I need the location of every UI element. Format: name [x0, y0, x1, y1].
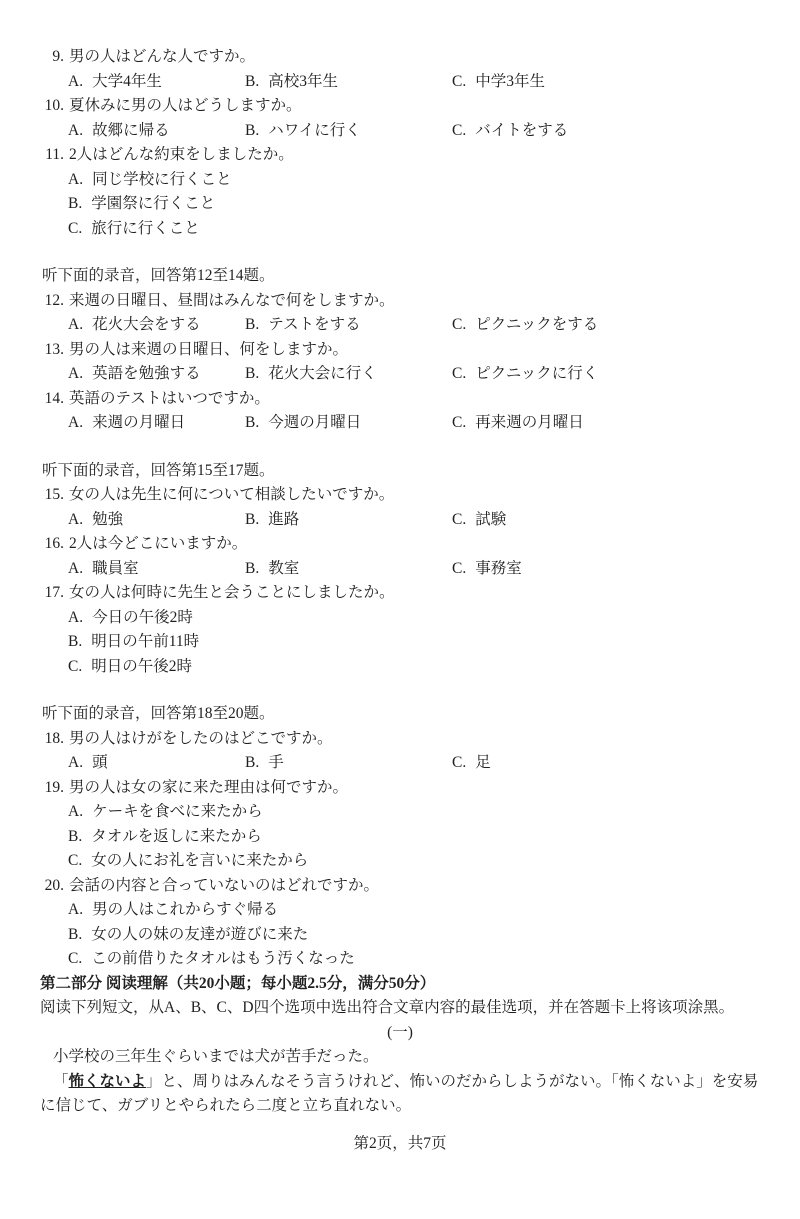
question-13-options — [38, 362, 762, 387]
question-text: 女の人は何時に先生と会うことにしましたか。 — [69, 584, 395, 601]
option-label: C. — [68, 852, 83, 869]
question-text: 女の人は先生に何について相談したいですか。 — [69, 486, 395, 503]
option-label: C. — [68, 219, 83, 237]
question-text: 2人はどんな約束をしましたか。 — [69, 146, 294, 163]
option-text: 中学3年生 — [475, 72, 545, 90]
option-label: A. — [68, 316, 84, 333]
option-a — [68, 557, 245, 582]
question-9 — [38, 45, 762, 70]
option-c — [452, 313, 762, 338]
option-text: 英語を勉強する — [92, 365, 201, 382]
option-text: 大学4年生 — [92, 72, 162, 90]
option-c — [38, 217, 762, 242]
option-label: A. — [68, 72, 84, 90]
option-b — [245, 557, 452, 582]
option-text: タオルを返しに来たから — [91, 827, 262, 845]
question-13 — [38, 338, 762, 363]
option-label: C. — [452, 121, 467, 139]
option-label: A. — [68, 414, 84, 431]
question-11 — [38, 143, 762, 168]
option-c — [452, 119, 762, 144]
question-10-options — [38, 119, 762, 144]
question-text: 会話の内容と合っていないのはどれですか。 — [69, 876, 380, 894]
option-text: 高校3年生 — [268, 72, 338, 90]
option-label: B. — [245, 365, 260, 382]
option-label: B. — [245, 121, 260, 139]
question-text: 男の人は来週の日曜日、何をしますか。 — [69, 340, 349, 358]
option-text: 進路 — [268, 510, 300, 528]
option-c — [452, 362, 762, 387]
option-a — [68, 119, 245, 144]
option-c — [452, 70, 762, 95]
option-text: 旅行に行くこと — [91, 219, 200, 237]
option-label: A. — [68, 754, 84, 771]
question-text: 男の人は女の家に来た理由は何ですか。 — [69, 778, 349, 796]
option-b — [245, 362, 452, 387]
option-a — [38, 800, 762, 825]
option-text: 教室 — [268, 559, 300, 577]
option-a — [38, 168, 762, 193]
option-b — [38, 923, 762, 948]
option-text: 試験 — [475, 510, 507, 528]
option-label: A. — [68, 121, 84, 139]
option-text: 明日の午前11時 — [91, 633, 200, 650]
question-number: 10. — [44, 97, 64, 114]
option-c — [452, 411, 762, 436]
option-label: C. — [452, 510, 467, 528]
option-label: C. — [452, 72, 467, 90]
option-label: C. — [68, 657, 83, 675]
passage-paragraph-1: 小学校の三年生ぐらいまでは犬が苦手だった。 — [53, 1048, 379, 1065]
option-label: A. — [68, 803, 84, 820]
option-text: 今日の午後2時 — [92, 608, 193, 626]
question-number: 9. — [52, 48, 64, 65]
option-text: ピクニックをする — [475, 316, 599, 333]
option-label: C. — [452, 316, 467, 333]
part2-instruction: 阅读下列短文，从A、B、C、D四个选项中选出符合文章内容的最佳选项，并在答题卡上将该项涂黑。 — [40, 999, 735, 1016]
option-text: ピクニックに行く — [475, 365, 599, 382]
option-text: 今週の月曜日 — [268, 414, 362, 431]
option-text: 明日の午後2時 — [91, 657, 192, 675]
option-label: A. — [68, 170, 84, 188]
option-label: A. — [68, 510, 84, 528]
question-number: 11. — [45, 146, 64, 163]
option-text: この前借りたタオルはもう汚くなった — [91, 950, 355, 967]
listening-instruction: 听下面的录音，回答第12至14题。 — [42, 267, 275, 284]
option-a — [68, 70, 245, 95]
option-a — [68, 508, 245, 533]
option-label: B. — [245, 72, 260, 90]
option-text: 来週の月曜日 — [92, 414, 186, 431]
question-15 — [38, 483, 762, 508]
option-label: B. — [245, 559, 260, 577]
question-14 — [38, 387, 762, 412]
question-12 — [38, 289, 762, 314]
question-number: 13. — [44, 340, 64, 358]
paragraph-segment: 「 — [53, 1072, 69, 1090]
option-text: テストをする — [268, 316, 361, 333]
part2-heading: 第二部分 阅读理解（共20小题；每小题2.5分，满分50分） — [40, 974, 436, 992]
option-label: B. — [68, 925, 83, 943]
option-label: C. — [452, 414, 467, 431]
option-c — [38, 947, 762, 972]
option-label: A. — [68, 365, 84, 382]
question-18-options — [38, 751, 762, 776]
option-b — [245, 119, 452, 144]
passage-paragraph-2 — [40, 1070, 762, 1119]
option-label: B. — [68, 633, 83, 650]
option-a — [68, 313, 245, 338]
question-14-options — [38, 411, 762, 436]
option-text: ハワイに行く — [268, 121, 361, 139]
option-a — [38, 606, 762, 631]
option-text: 頭 — [92, 754, 108, 771]
option-label: C. — [452, 754, 467, 771]
option-label: B. — [68, 827, 83, 845]
question-20 — [38, 874, 762, 899]
option-text: 故郷に帰る — [92, 121, 170, 139]
option-label: B. — [245, 754, 260, 771]
option-c — [452, 751, 762, 776]
page-footer: 第2页，共7页 — [353, 1134, 447, 1152]
option-text: 女の人の妹の友達が遊びに来た — [91, 925, 309, 943]
question-16 — [38, 532, 762, 557]
option-b — [38, 825, 762, 850]
question-9-options — [38, 70, 762, 95]
question-15-options — [38, 508, 762, 533]
option-c — [38, 849, 762, 874]
question-number: 19. — [44, 778, 64, 796]
question-text: 英語のテストはいつですか。 — [69, 389, 270, 407]
option-b — [245, 411, 452, 436]
listening-instruction: 听下面的录音，回答第15至17题。 — [42, 461, 275, 479]
question-number: 14. — [44, 389, 64, 407]
option-a — [68, 362, 245, 387]
option-label: B. — [245, 414, 260, 431]
question-number: 12. — [44, 291, 64, 309]
option-text: 花火大会をする — [92, 316, 201, 333]
option-b — [245, 70, 452, 95]
option-text: 同じ学校に行くこと — [92, 170, 232, 188]
paragraph-segment-emphasized: 怖くないよ — [68, 1072, 147, 1090]
option-b — [38, 192, 762, 217]
option-label: B. — [245, 510, 260, 528]
question-text: 来週の日曜日、昼間はみんなで何をしますか。 — [69, 291, 395, 309]
option-text: 男の人はこれからすぐ帰る — [92, 901, 279, 918]
option-label: B. — [245, 316, 260, 333]
option-text: バイトをする — [475, 121, 569, 139]
option-text: 手 — [268, 754, 284, 771]
question-text: 夏休みに男の人はどうしますか。 — [69, 97, 302, 114]
question-number: 15. — [44, 486, 64, 503]
option-b — [245, 313, 452, 338]
question-19 — [38, 776, 762, 801]
option-text: 花火大会に行く — [268, 365, 377, 382]
option-b — [38, 630, 762, 655]
option-label: A. — [68, 901, 84, 918]
option-b — [245, 751, 452, 776]
question-number: 18. — [44, 729, 64, 747]
paragraph-segment: 」と、周りはみんなそう言うけれど、怖いのだからしようがない。「怖くないよ」を安易に信じて、ガブリとやられたら二度と立ち直れない。 — [40, 1072, 759, 1114]
option-label: A. — [68, 559, 84, 577]
question-16-options — [38, 557, 762, 582]
option-label: C. — [452, 559, 467, 577]
option-label: C. — [68, 950, 83, 967]
option-text: 職員室 — [92, 559, 139, 577]
option-a — [68, 751, 245, 776]
question-10 — [38, 94, 762, 119]
option-text: 女の人にお礼を言いに来たから — [91, 852, 309, 869]
question-18 — [38, 727, 762, 752]
option-b — [245, 508, 452, 533]
question-17 — [38, 581, 762, 606]
option-label: C. — [452, 365, 467, 382]
option-text: 学園祭に行くこと — [91, 195, 216, 212]
option-a — [38, 898, 762, 923]
question-number: 17. — [44, 584, 64, 601]
option-c — [452, 508, 762, 533]
passage-title: (一) — [387, 1023, 413, 1041]
option-a — [68, 411, 245, 436]
option-c — [452, 557, 762, 582]
option-label: B. — [68, 195, 83, 212]
question-text: 2人は今どこにいますか。 — [69, 535, 248, 552]
option-c — [38, 655, 762, 680]
question-number: 16. — [44, 535, 64, 552]
question-text: 男の人はどんな人ですか。 — [69, 48, 256, 65]
option-label: A. — [68, 608, 84, 626]
question-12-options — [38, 313, 762, 338]
option-text: 勉強 — [92, 510, 124, 528]
option-text: 事務室 — [475, 559, 522, 577]
option-text: 足 — [475, 754, 491, 771]
question-text: 男の人はけがをしたのはどこですか。 — [69, 729, 333, 747]
option-text: 再来週の月曜日 — [475, 414, 584, 431]
listening-instruction: 听下面的录音，回答第18至20题。 — [42, 705, 275, 722]
question-number: 20. — [44, 876, 64, 894]
option-text: ケーキを食べに来たから — [92, 803, 263, 820]
